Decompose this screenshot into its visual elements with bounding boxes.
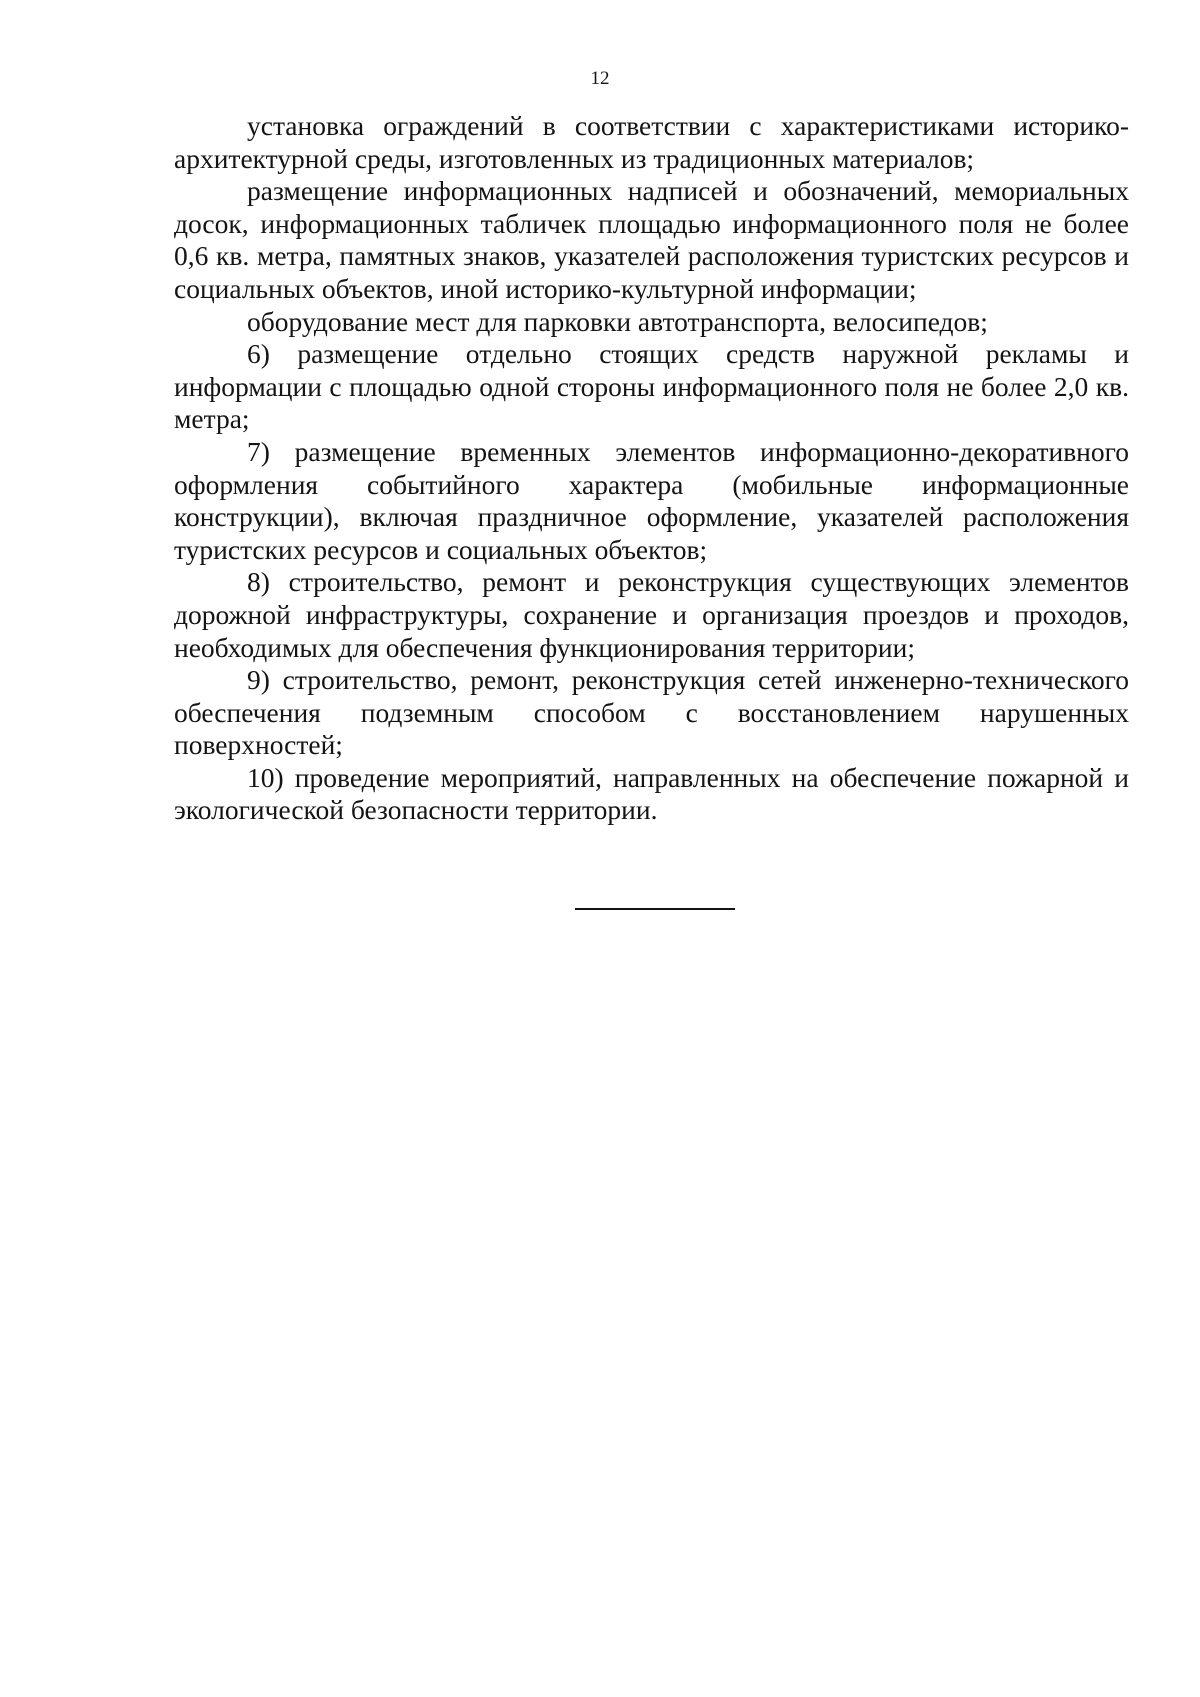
paragraph-item-9-engineering-networks: 9) строительство, ремонт, реконструкция сетей инженерно-технического обеспечения подземным способом с восстановлением нарушенных поверхностей; [174,664,1129,761]
paragraph-item-8-road-infrastructure: 8) строительство, ремонт и реконструкция существующих элементов дорожной инфраструктуры, сохранение и организация проездов и проходов, необходимых для обеспечения функционирования территории; [174,566,1129,663]
page-number: 12 [590,68,610,89]
document-body [174,110,1129,827]
paragraph-information-signs: размещение информационных надписей и обозначений, мемориальных досок, информационных табличек площадью информационного поля не более 0,6 кв. метра, памятных знаков, указателей расположения туристских ресурсов и социальных объектов, иной историко-культурной информации; [174,175,1129,304]
paragraph-item-10-safety: 10) проведение мероприятий, направленных на обеспечение пожарной и экологической безопасности территории. [174,761,1129,826]
paragraph-parking: оборудование мест для парковки автотранспорта, велосипедов; [247,305,988,337]
paragraph-item-7-temporary-decor: 7) размещение временных элементов информационно-декоративного оформления событийного характера (мобильные информационные конструкции), включая праздничное оформление, указателей расположения туристских ресурсов и социальных объектов; [174,435,1129,565]
paragraph-item-6-advertising: 6) размещение отдельно стоящих средств наружной рекламы и информации с площадью одной стороны информационного поля не более 2,0 кв. метра; [174,338,1129,435]
paragraph-fences: установка ограждений в соответствии с характеристиками историко-архитектурной среды, изготовленных из традиционных материалов; [174,110,1129,174]
end-of-text-rule [575,908,735,910]
